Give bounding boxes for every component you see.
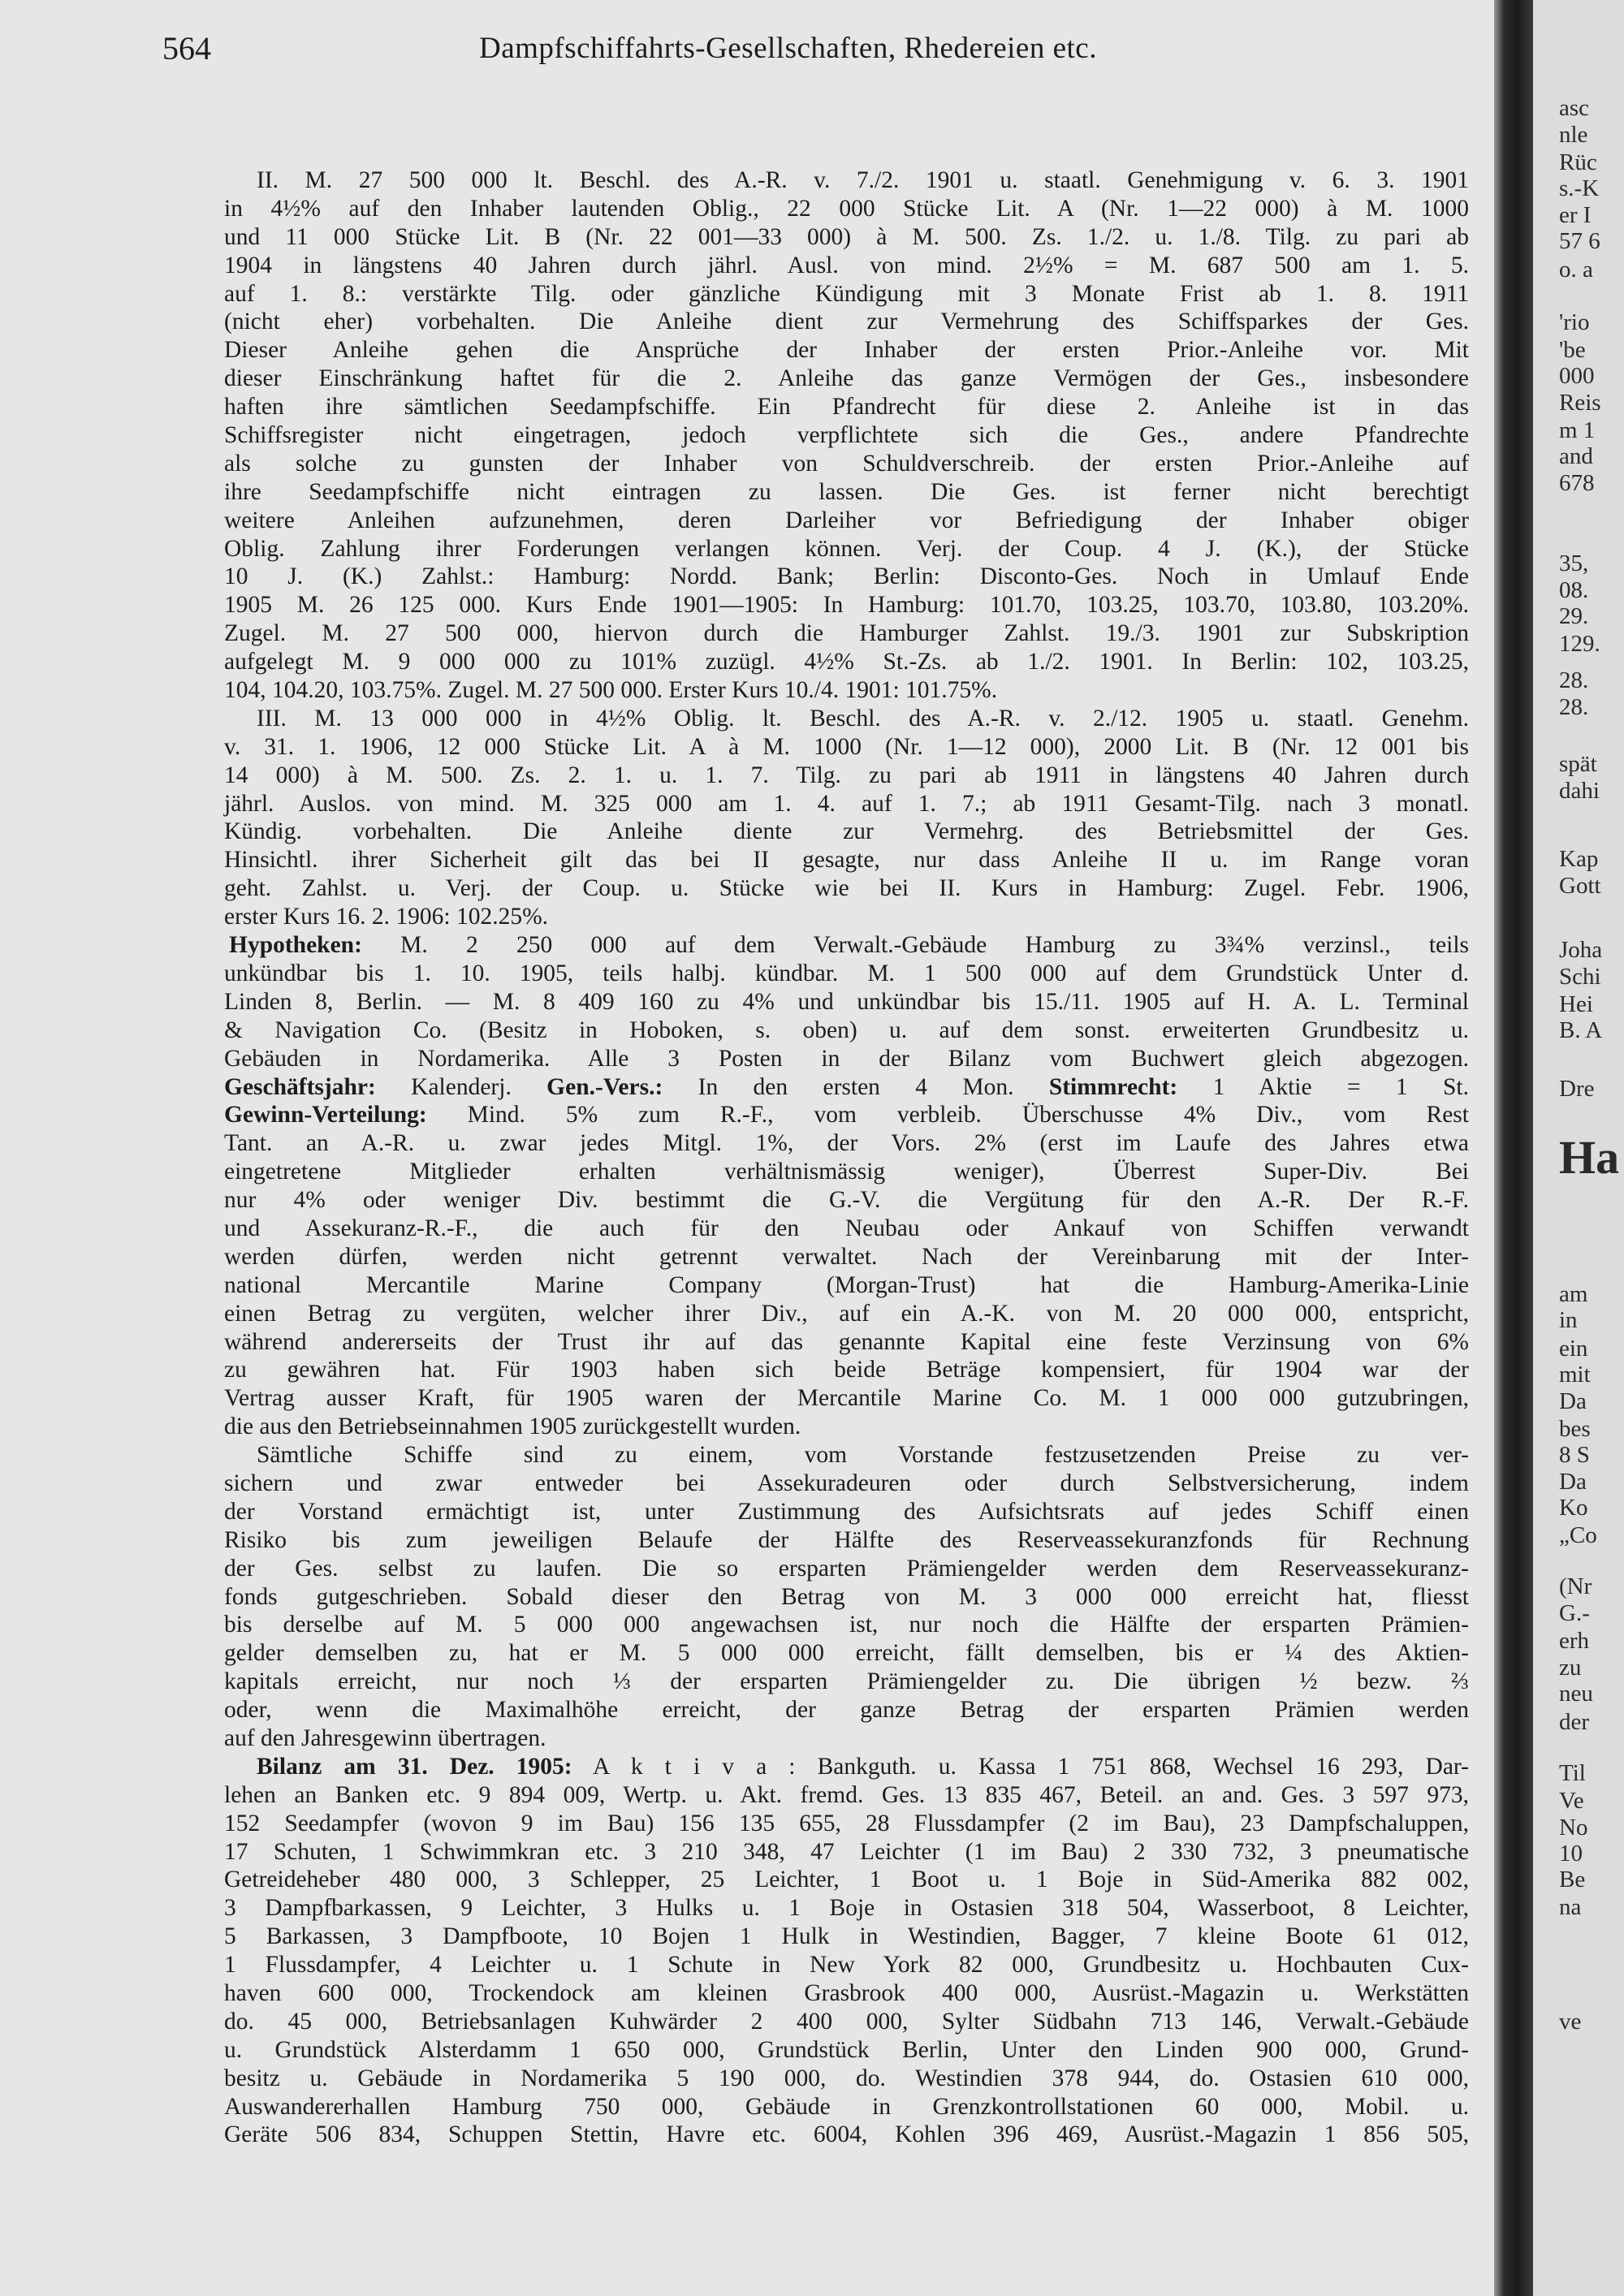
text-run: auf 1. 8.: verstärkte Tilg. oder gänzliche Kündigung mit 3 Monate Frist ab 1. 8. 1911: [224, 280, 1469, 307]
text-line: [224, 1215, 1469, 1243]
text-run: II. M. 27 500 000 lt. Beschl. des A.-R. v. 7./2. 1901 u. staatl. Genehmigung v. 6. 3. 1901: [257, 167, 1469, 193]
adjacent-page-text-fragment: mit: [1559, 1362, 1591, 1388]
adjacent-page-text-fragment: „Co: [1559, 1522, 1597, 1548]
text-run: A k t i v a : Bankguth. u. Kassa 1 751 868, Wechsel 16 293, Dar-: [572, 1753, 1469, 1780]
text-line: [224, 1979, 1469, 2008]
text-run: dieser Einschränkung haftet für die 2. Anleihe das ganze Vermögen der Ges., insbesondere: [224, 365, 1469, 392]
text-run: 14 000) à M. 500. Zs. 2. 1. u. 1. 7. Tilg. zu pari ab 1911 in längstens 40 Jahren durch: [224, 762, 1469, 788]
adjacent-page-text-fragment: spät: [1559, 751, 1597, 777]
text-run: nur 4% oder weniger Div. bestimmt die G.-V. die Vergütung für den A.-R. Der R.-F.: [224, 1187, 1469, 1214]
text-run: aufgelegt M. 9 000 000 zu 101% zuzügl. 4½% St.-Zs. ab 1./2. 1901. In Berlin: 102, 103.25,: [224, 649, 1469, 675]
text-line: [224, 2093, 1469, 2121]
text-line: [224, 733, 1469, 762]
text-line: [224, 1045, 1469, 1073]
section-heading: Gen.-Vers.:: [546, 1073, 663, 1100]
text-run: besitz u. Gebäude in Nordamerika 5 190 000, do. Westindien 378 944, do. Ostasien 610 000,: [224, 2065, 1469, 2091]
text-line: [224, 1753, 1469, 1781]
text-line: [224, 1866, 1469, 1894]
text-run: do. 45 000, Betriebsanlagen Kuhwärder 2 400 000, Sylter Südbahn 713 146, Verwalt.-Gebäude: [224, 2008, 1469, 2035]
text-line: [224, 1583, 1469, 1612]
adjacent-page-text-fragment: Be: [1559, 1867, 1586, 1892]
text-run: 1905 M. 26 125 000. Kurs Ende 1901—1905: In Hamburg: 101.70, 103.25, 103.70, 103.80, 103.20%.: [224, 592, 1469, 619]
text-line: [224, 1356, 1469, 1384]
text-run: Hinsichtl. ihrer Sicherheit gilt das bei II gesagte, nur dass Anleihe II u. im Range voran: [224, 847, 1469, 874]
text-line: [224, 1781, 1469, 1810]
text-line: [224, 1129, 1469, 1158]
adjacent-page-text-fragment: 'rio: [1559, 309, 1590, 335]
text-run: & Navigation Co. (Besitz in Hoboken, s. oben) u. auf dem sonst. erweiterten Grundbesitz u.: [224, 1016, 1469, 1043]
text-line: [224, 988, 1469, 1016]
text-run: geht. Zahlst. u. Verj. der Coup. u. Stücke wie bei II. Kurs in Hamburg: Zugel. Febr. 1906,: [224, 875, 1469, 902]
text-line: [224, 619, 1469, 648]
text-run: national Mercantile Marine Company (Morgan-Trust) hat die Hamburg-Amerika-Linie: [224, 1271, 1469, 1298]
text-run: und 11 000 Stücke Lit. B (Nr. 22 001—33 000) à M. 500. Zs. 1./2. u. 1./8. Tilg. zu pari ab: [224, 223, 1469, 250]
text-line: [224, 308, 1469, 336]
adjacent-page-text-fragment: and: [1559, 443, 1593, 469]
running-title: Dampfschiffahrts-Gesellschaften, Rhedereien etc.: [479, 32, 1097, 65]
text-run: und Assekuranz-R.-F., die auch für den Neubau oder Ankauf von Schiffen verwandt: [224, 1215, 1469, 1241]
adjacent-page-text-fragment: erh: [1559, 1628, 1590, 1654]
adjacent-page-text-fragment: (Nr: [1559, 1573, 1592, 1599]
adjacent-page-text-fragment: Ve: [1559, 1788, 1584, 1814]
adjacent-page-edge: [1533, 0, 1624, 2296]
text-run: zu gewähren hat. Für 1903 haben sich beide Beträge kompensiert, für 1904 war der: [224, 1357, 1469, 1383]
text-run: eingetretene Mitglieder erhalten verhältnismässig weniger), Überrest Super-Div. Bei: [224, 1159, 1469, 1185]
text-run: Mind. 5% zum R.-F., vom verbleib. Überschusse 4% Div., vom Rest: [426, 1102, 1469, 1129]
text-line: [224, 874, 1469, 903]
adjacent-page-text-fragment: am: [1559, 1281, 1588, 1307]
text-run: Dieser Anleihe gehen die Ansprüche der Inhaber der ersten Prior.-Anleihe vor. Mit: [224, 337, 1469, 364]
text-line: [224, 903, 1469, 931]
text-run: 10 J. (K.) Zahlst.: Hamburg: Nordd. Bank; Berlin: Disconto-Ges. Noch in Umlauf Ende: [224, 563, 1469, 590]
text-line: [224, 591, 1469, 619]
text-run: Sämtliche Schiffe sind zu einem, vom Vorstande festzusetzenden Preise zu ver-: [257, 1442, 1469, 1469]
text-run: 104, 104.20, 103.75%. Zugel. M. 27 500 000. Erster Kurs 10./4. 1901: 101.75%.: [224, 677, 998, 704]
text-run: Oblig. Zahlung ihrer Forderungen verlangen können. Verj. der Coup. 4 J. (K.), der Stücke: [224, 535, 1469, 562]
page-number: 564: [162, 30, 211, 67]
adjacent-page-text-fragment: asc: [1559, 95, 1590, 121]
text-line: [224, 1894, 1469, 1923]
text-run: erster Kurs 16. 2. 1906: 102.25%.: [224, 904, 549, 930]
text-run: Gebäuden in Nordamerika. Alle 3 Posten in der Bilanz vom Buchwert gleich abgezogen.: [224, 1045, 1469, 1072]
text-run: haften ihre sämtlichen Seedampfschiffe. Ein Pfandrecht für diese 2. Anleihe ist in das: [224, 394, 1469, 421]
text-line: [224, 960, 1469, 988]
text-line: [224, 1611, 1469, 1639]
text-line: [224, 676, 1469, 705]
adjacent-page-text-fragment: 28.: [1559, 694, 1589, 720]
text-line: [224, 1498, 1469, 1526]
text-line: [224, 421, 1469, 450]
adjacent-page-text-fragment: nle: [1559, 122, 1588, 148]
text-run: bis derselbe auf M. 5 000 000 angewachsen ist, nur noch die Hälfte der ersparten Prämien-: [224, 1612, 1469, 1638]
adjacent-page-text-fragment: na: [1559, 1894, 1582, 1920]
text-run: haven 600 000, Trockendock am kleinen Grasbrook 400 000, Ausrüst.-Magazin u. Werkstätten: [224, 1980, 1469, 2006]
adjacent-page-text-fragment: 57 6: [1559, 228, 1600, 254]
adjacent-page-text-fragment: m 1: [1559, 417, 1596, 443]
text-run: auf den Jahresgewinn übertragen.: [224, 1724, 546, 1751]
text-run: 3 Dampfbarkassen, 9 Leichter, 3 Hulks u. 1 Boje in Ostasien 318 504, Wasserboot, 8 Leichter,: [224, 1895, 1469, 1922]
text-run: ihre Seedampfschiffe nicht eintragen zu lassen. Die Ges. ist ferner nicht berechtigt: [224, 478, 1469, 505]
text-line: [224, 1724, 1469, 1753]
text-run: fonds gutgeschrieben. Sobald dieser den Betrag von M. 3 000 000 erreicht hat, fliesst: [224, 1583, 1469, 1610]
text-line: [224, 1526, 1469, 1555]
text-line: [224, 563, 1469, 591]
text-line: [224, 450, 1469, 478]
adjacent-page-text-fragment: 29.: [1559, 603, 1589, 629]
adjacent-page-text-fragment: Rüc: [1559, 149, 1597, 175]
text-run: werden dürfen, werden nicht getrennt verwaltet. Nach der Vereinbarung mit der Inter-: [224, 1243, 1469, 1270]
text-run: sichern und zwar entweder bei Assekuradeuren oder durch Selbstversicherung, indem: [224, 1470, 1469, 1496]
text-line: [224, 1441, 1469, 1470]
text-line: [224, 252, 1469, 280]
adjacent-page-text-fragment: No: [1559, 1815, 1588, 1841]
adjacent-page-text-fragment: 129.: [1559, 631, 1600, 657]
text-line: [224, 535, 1469, 563]
text-line: [224, 2036, 1469, 2065]
text-run: M. 2 250 000 auf dem Verwalt.-Gebäude Hamburg zu 3¾% verzinsl., teils: [361, 932, 1469, 959]
text-line: [224, 507, 1469, 535]
adjacent-page-text-fragment: Ko: [1559, 1495, 1588, 1521]
text-line: [224, 1016, 1469, 1045]
adjacent-page-text-fragment: 'be: [1559, 337, 1586, 363]
adjacent-page-text-fragment: Hei: [1559, 991, 1593, 1017]
adjacent-page-text-fragment: 000: [1559, 363, 1595, 389]
text-run: (nicht eher) vorbehalten. Die Anleihe dient zur Vermehrung des Schiffsparkes der Ges.: [224, 309, 1469, 335]
text-run: 1 Flussdampfer, 4 Leichter u. 1 Schute in New York 82 000, Grundbesitz u. Hochbauten Cux-: [224, 1952, 1469, 1979]
adjacent-page-text-fragment: Reis: [1559, 390, 1601, 416]
adjacent-page-text-fragment: dahi: [1559, 778, 1600, 804]
adjacent-page-text-fragment: Til: [1559, 1760, 1586, 1786]
adjacent-page-text-fragment: Da: [1559, 1388, 1587, 1414]
text-line: [224, 1838, 1469, 1867]
text-run: Zugel. M. 27 500 000, hiervon durch die Hamburger Zahlst. 19./3. 1901 zur Subskription: [224, 620, 1469, 647]
text-line: [224, 762, 1469, 790]
text-run: als solche zu gunsten der Inhaber von Schuldverschreib. der ersten Prior.-Anleihe auf: [224, 450, 1469, 477]
section-heading: Bilanz am 31. Dez. 1905:: [257, 1753, 572, 1780]
adjacent-page-text-fragment: G.-: [1559, 1600, 1590, 1626]
adjacent-page-text-fragment: Dre: [1559, 1076, 1595, 1102]
text-line: [224, 478, 1469, 507]
text-run: Schiffsregister nicht eingetragen, jedoch verpflichtete sich die Ges., andere Pfandrechte: [224, 422, 1469, 449]
text-line: [224, 195, 1469, 223]
text-line: [224, 1384, 1469, 1413]
text-run: gelder demselben zu, hat er M. 5 000 000 erreicht, fällt demselben, bis er ¼ des Aktien-: [224, 1640, 1469, 1667]
text-run: während andererseits der Trust ihr auf das genannte Kapital eine feste Verzinsung von 6%: [224, 1328, 1469, 1355]
text-line: [224, 223, 1469, 252]
text-line: [224, 1300, 1469, 1328]
text-run: Kündig. vorbehalten. Die Anleihe diente zur Vermehrg. des Betriebsmittel der Ges.: [224, 818, 1469, 845]
adjacent-page-text-fragment: Schi: [1559, 964, 1601, 990]
text-line: [224, 1668, 1469, 1696]
adjacent-page-text-fragment: Kap: [1559, 846, 1599, 872]
text-run: u. Grundstück Alsterdamm 1 650 000, Grundstück Berlin, Unter den Linden 900 000, Grund-: [224, 2036, 1469, 2063]
adjacent-page-text-fragment: 08.: [1559, 577, 1589, 603]
adjacent-page-text-fragment: 678: [1559, 470, 1595, 496]
text-line: [224, 1328, 1469, 1357]
text-run: oder, wenn die Maximalhöhe erreicht, der ganze Betrag der ersparten Prämien werden: [224, 1697, 1469, 1724]
text-run: 17 Schuten, 1 Schwimmkran etc. 3 210 348, 47 Leichter (1 im Bau) 2 330 732, 3 pneumatische: [224, 1838, 1469, 1865]
text-run: 1 Aktie = 1 St.: [1177, 1073, 1469, 1100]
text-run: Kalenderj.: [375, 1073, 547, 1100]
adjacent-page-text-fragment: Da: [1559, 1469, 1587, 1495]
text-run: Tant. an A.-R. u. zwar jedes Mitgl. 1%, der Vors. 2% (erst im Laufe des Jahres etwa: [224, 1130, 1469, 1157]
adjacent-page-text-fragment: s.-K: [1559, 175, 1600, 201]
text-run: Vertrag ausser Kraft, für 1905 waren der Mercantile Marine Co. M. 1 000 000 gutzubringen,: [224, 1385, 1469, 1412]
text-line: [224, 790, 1469, 818]
text-line: [224, 336, 1469, 365]
text-run: 5 Barkassen, 3 Dampfboote, 10 Bojen 1 Hulk in Westindien, Bagger, 7 kleine Boote 61 012,: [224, 1923, 1469, 1950]
text-run: 152 Seedampfer (wovon 9 im Bau) 156 135 655, 28 Flussdampfer (2 im Bau), 23 Dampfschaluppen,: [224, 1810, 1469, 1836]
text-line: [224, 1951, 1469, 1979]
adjacent-page-text-fragment: zu: [1559, 1655, 1582, 1681]
text-line: [224, 1073, 1469, 1102]
text-line: [224, 2121, 1469, 2149]
text-line: [224, 1413, 1469, 1441]
adjacent-page-text-fragment: 35,: [1559, 550, 1589, 576]
adjacent-page-text-fragment: bes: [1559, 1416, 1591, 1442]
text-line: [224, 365, 1469, 393]
text-run: einen Betrag zu vergüten, welcher ihrer Div., auf ein A.-K. von M. 20 000 000, entspricht,: [224, 1300, 1469, 1327]
text-run: In den ersten 4 Mon.: [663, 1073, 1049, 1100]
text-line: [224, 1158, 1469, 1186]
text-run: der Ges. selbst zu laufen. Die so ersparten Prämiengelder werden dem Reserveassekuranz-: [224, 1555, 1469, 1582]
adjacent-page-text-fragment: o. a: [1559, 257, 1593, 283]
book-gutter: [1494, 0, 1533, 2296]
text-run: III. M. 13 000 000 in 4½% Oblig. lt. Beschl. des A.-R. v. 2./12. 1905 u. staatl. Genehm.: [257, 705, 1469, 732]
text-run: kapitals erreicht, nur noch ⅓ der ersparten Prämiengelder zu. Die übrigen ½ bezw. ⅔: [224, 1668, 1469, 1695]
text-line: [224, 2065, 1469, 2093]
text-run: Getreideheber 480 000, 3 Schlepper, 25 Leichter, 1 Boot u. 1 Boje in Süd-Amerika 882 002,: [224, 1867, 1469, 1893]
text-line: [224, 393, 1469, 421]
text-line: [224, 1555, 1469, 1583]
text-run: Risiko bis zum jeweiligen Belaufe der Hälfte des Reserveassekuranzfonds für Rechnung: [224, 1526, 1469, 1553]
text-run: Linden 8, Berlin. — M. 8 409 160 zu 4% und unkündbar bis 15./11. 1905 auf H. A. L. Terminal: [224, 988, 1469, 1015]
adjacent-page-text-fragment: er I: [1559, 202, 1592, 228]
text-line: [224, 1639, 1469, 1668]
text-line: [224, 2008, 1469, 2036]
text-line: [224, 1271, 1469, 1300]
body-text: [224, 166, 1469, 2149]
text-run: Geräte 506 834, Schuppen Stettin, Havre etc. 6004, Kohlen 396 469, Ausrüst.-Magazin 1 856 505,: [224, 2121, 1469, 2148]
text-line: [224, 1696, 1469, 1724]
text-run: in 4½% auf den Inhaber lautenden Oblig., 22 000 Stücke Lit. A (Nr. 1—22 000) à M. 1000: [224, 195, 1469, 222]
adjacent-page-text-fragment: neu: [1559, 1681, 1593, 1707]
text-run: Auswandererhallen Hamburg 750 000, Gebäude in Grenzkontrollstationen 60 000, Mobil. u.: [224, 2093, 1469, 2120]
text-line: [224, 846, 1469, 874]
adjacent-page-text-fragment: 8 S: [1559, 1442, 1590, 1468]
text-run: unkündbar bis 1. 10. 1905, teils halbj. kündbar. M. 1 500 000 auf dem Grundstück Unter d.: [224, 960, 1469, 986]
adjacent-page-text-fragment: ve: [1559, 2009, 1582, 2035]
text-run: der Vorstand ermächtigt ist, unter Zustimmung des Aufsichtsrats auf jedes Schiff einen: [224, 1498, 1469, 1525]
text-line: [224, 1810, 1469, 1838]
text-run: v. 31. 1. 1906, 12 000 Stücke Lit. A à M. 1000 (Nr. 1—12 000), 2000 Lit. B (Nr. 12 001 bis: [224, 733, 1469, 760]
text-line: [224, 1470, 1469, 1498]
adjacent-page-text-fragment: in: [1559, 1307, 1578, 1333]
text-run: die aus den Betriebseinnahmen 1905 zurückgestellt wurden.: [224, 1413, 801, 1440]
adjacent-page-text-fragment: Ha: [1559, 1131, 1620, 1184]
text-line: [224, 1243, 1469, 1271]
text-run: lehen an Banken etc. 9 894 009, Wertp. u. Akt. fremd. Ges. 13 835 467, Beteil. an and. Ges. 3 597 973,: [224, 1781, 1469, 1808]
text-line: [224, 1186, 1469, 1215]
text-line: [224, 280, 1469, 309]
section-heading: Geschäftsjahr:: [224, 1073, 376, 1100]
section-heading: Stimmrecht:: [1048, 1073, 1178, 1100]
adjacent-page-text-fragment: 28.: [1559, 667, 1589, 693]
text-run: 1904 in längstens 40 Jahren durch jährl. Ausl. von mind. 2½% = M. 687 500 am 1. 5.: [224, 252, 1469, 278]
text-line: [224, 166, 1469, 195]
text-line: [224, 705, 1469, 733]
text-line: [224, 818, 1469, 846]
text-line: [224, 648, 1469, 676]
text-line: [224, 931, 1469, 960]
adjacent-page-text-fragment: 10: [1559, 1841, 1583, 1867]
adjacent-page-text-fragment: Gott: [1559, 873, 1601, 899]
text-run: weitere Anleihen aufzunehmen, deren Darleiher vor Befriedigung der Inhaber obiger: [224, 507, 1469, 533]
section-heading: Hypotheken:: [229, 932, 362, 959]
adjacent-page-text-fragment: der: [1559, 1709, 1590, 1735]
adjacent-page-text-fragment: Joha: [1559, 937, 1603, 963]
adjacent-page-text-fragment: ein: [1559, 1336, 1588, 1362]
adjacent-page-text-fragment: B. A: [1559, 1017, 1603, 1043]
text-line: [224, 1101, 1469, 1129]
text-line: [224, 1923, 1469, 1951]
section-heading: Gewinn-Verteilung:: [224, 1102, 427, 1129]
text-run: jährl. Auslos. von mind. M. 325 000 am 1. 4. auf 1. 7.; ab 1911 Gesamt-Tilg. nach 3 monatl.: [224, 790, 1469, 817]
